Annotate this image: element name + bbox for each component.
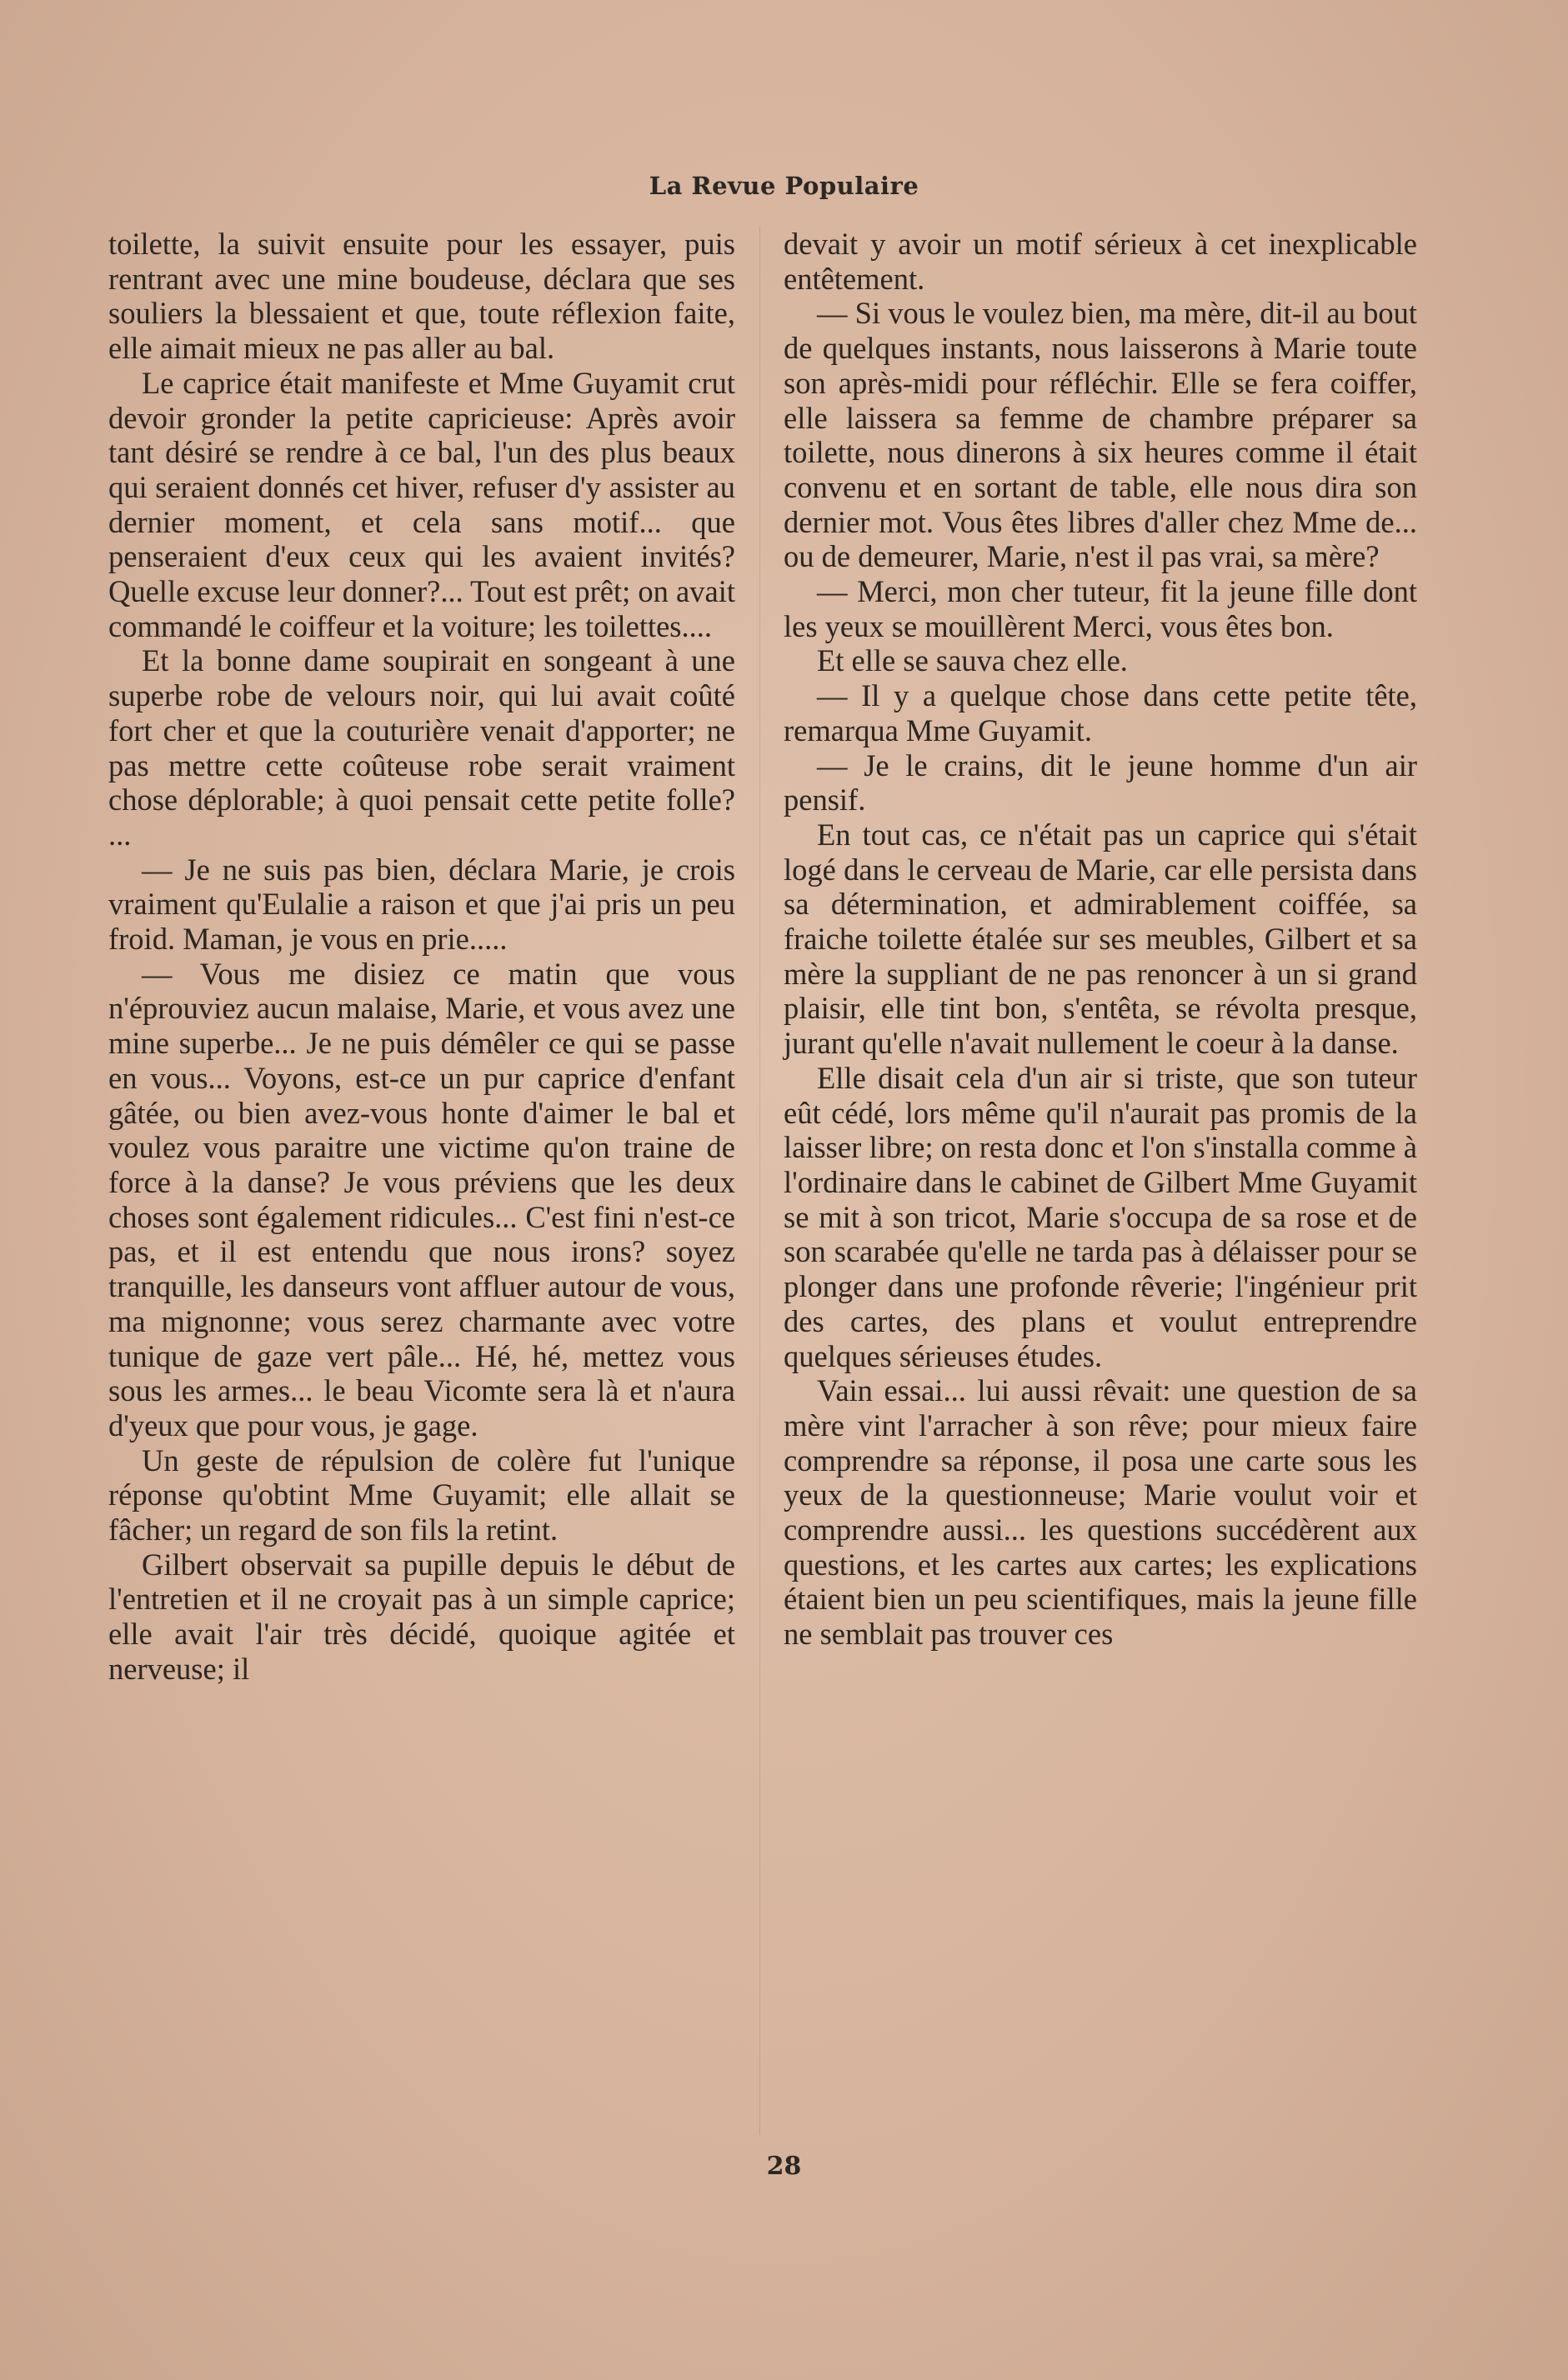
paragraph: Vain essai... lui aussi rêvait: une question de sa mère vint l'arracher à son rêve; pour mieux faire comprendre sa réponse, il posa une carte sous les yeux de la questionneuse; Marie voulut voir et comprendre aussi... les questions succédèrent aux questions, et les cartes aux cartes; les explications étaient bien un peu scientifiques, mais la jeune fille ne semblait pas trouver ces — [784, 1373, 1417, 1652]
paragraph: Et elle se sauva chez elle. — [817, 643, 1128, 678]
running-header: La Revue Populaire — [649, 172, 919, 200]
paragraph: — Merci, mon cher tuteur, fit la jeune fille dont les yeux se mouillèrent Merci, vous êtes bon. — [784, 574, 1417, 643]
paragraph: Gilbert observait sa pupille depuis le début de l'entretien et il ne croyait pas à un simple caprice; elle avait l'air très décidé, quoique agitée et nerveuse; il — [108, 1547, 735, 1686]
paragraph: Et la bonne dame soupirait en songeant à une superbe robe de velours noir, qui lui avait coûté fort cher et que la couturière venait d'apporter; ne pas mettre cette coûteuse robe serait vraiment chose déplorable; à quoi pensait cette petite folle? ... — [108, 643, 735, 852]
left-text-column — [108, 227, 735, 1687]
paragraph: Un geste de répulsion de colère fut l'unique réponse qu'obtint Mme Guyamit; elle allait se fâcher; un regard de son fils la retint. — [108, 1442, 735, 1548]
paragraph: — Je le crains, dit le jeune homme d'un air pensif. — [784, 748, 1417, 818]
paragraph: toilette, la suivit ensuite pour les essayer, puis rentrant avec une mine boudeuse, déclara que ses souliers la blessaient et que, toute réflexion faite, elle aimait mieux ne pas aller au bal. — [108, 227, 735, 366]
paragraph: Elle disait cela d'un air si triste, que son tuteur eût cédé, lors même qu'il n'aurait pas promis de la laisser libre; on resta donc et l'on s'installa comme à l'ordinaire dans le cabinet de Gilbert Mme Guyamit se mit à son tricot, Marie s'occupa de sa rose et de son scarabée qu'elle ne tarda pas à délaisser pour se plonger dans une profonde rêverie; l'ingénieur prit des cartes, des plans et voulut entreprendre quelques sérieuses études. — [784, 1060, 1417, 1373]
paragraph: En tout cas, ce n'était pas un caprice qui s'était logé dans le cerveau de Marie, car elle persista dans sa détermination, et admirablement coiffée, sa fraiche toilette étalée sur ses meubles, Gilbert et sa mère la suppliant de ne pas renoncer à un si grand plaisir, elle tint bon, s'entêta, se révolta presque, jurant qu'elle n'avait nullement le coeur à la danse. — [784, 817, 1417, 1061]
paragraph: — Si vous le voulez bien, ma mère, dit-il au bout de quelques instants, nous laisserons à Marie toute son après-midi pour réfléchir. Elle se fera coiffer, elle laissera sa femme de chambre préparer sa toilette, nous dinerons à six heures comme il était convenu et en sortant de table, elle nous dira son dernier mot. Vous êtes libres d'aller chez Mme de... ou de demeurer, Marie, n'est il pas vrai, sa mère? — [784, 296, 1417, 574]
paragraph: — Vous me disiez ce matin que vous n'éprouviez aucun malaise, Marie, et vous avez une mine superbe... Je ne puis démêler ce qui se passe en vous... Voyons, est-ce un pur caprice d'enfant gâtée, ou bien avez-vous honte d'aimer le bal et voulez vous paraitre une victime qu'on traine de force à la danse? Je vous préviens que les deux choses sont également ridicules... C'est fini n'est-ce pas, et il est entendu que nous irons? soyez tranquille, les danseurs vont affluer autour de vous, ma mignonne; vous serez charmante avec votre tunique de gaze vert pâle... Hé, hé, mettez vous sous les armes... le beau Vicomte sera là et n'aura d'yeux que pour vous, je gage. — [108, 956, 735, 1442]
paragraph: Le caprice était manifeste et Mme Guyamit crut devoir gronder la petite capricieuse: Après avoir tant désiré se rendre à ce bal, l'un des plus beaux qui seraient donnés cet hiver, refuser d'y assister au dernier moment, et cela sans motif... que penseraient d'eux ceux qui les avaient invités? Quelle excuse leur donner?... Tout est prêt; on avait commandé le coiffeur et la voiture; les toilettes.... — [108, 365, 735, 643]
page-number: 28 — [766, 2152, 802, 2181]
column-divider — [759, 227, 760, 2135]
paragraph: devait y avoir un motif sérieux à cet inexplicable entêtement. — [784, 227, 1417, 296]
paragraph: — Je ne suis pas bien, déclara Marie, je crois vraiment qu'Eulalie a raison et que j'ai pris un peu froid. Maman, je vous en prie..... — [108, 852, 735, 957]
right-text-column — [784, 227, 1417, 1652]
paragraph: — Il y a quelque chose dans cette petite tête, remarqua Mme Guyamit. — [784, 678, 1417, 748]
